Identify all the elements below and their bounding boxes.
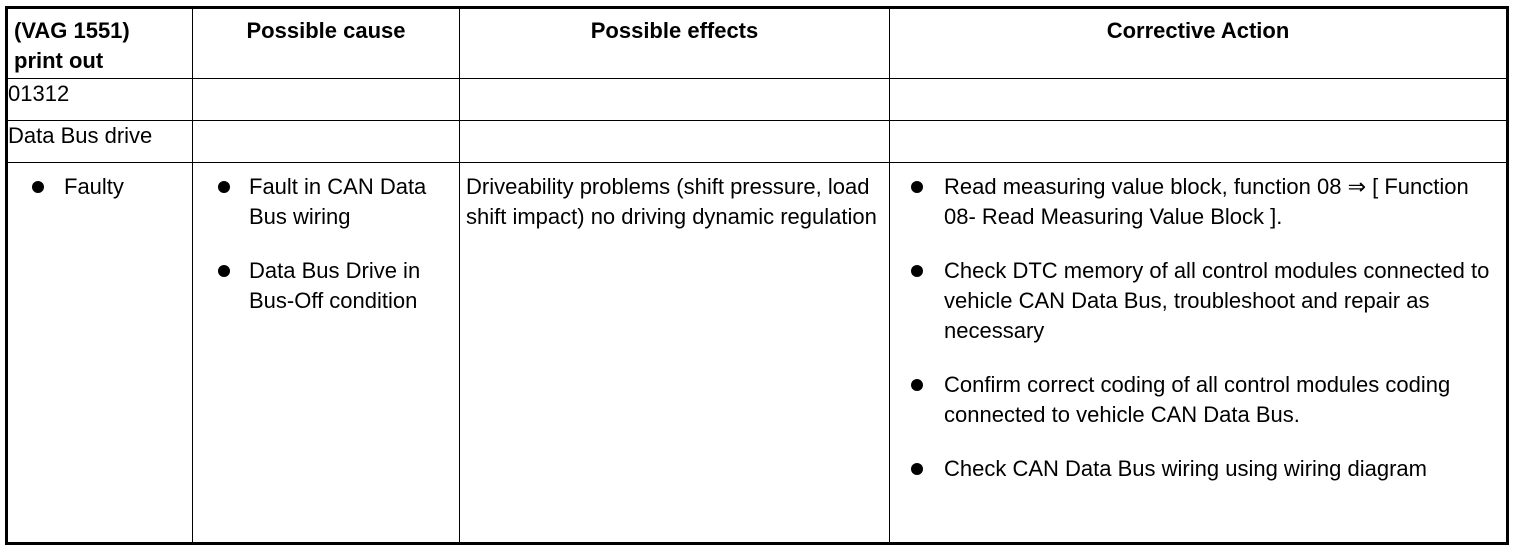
empty-cell — [890, 121, 1508, 163]
header-printout-line1: (VAG 1551) — [14, 18, 130, 43]
printout-cell — [7, 163, 193, 544]
printout-list — [8, 172, 192, 202]
cause-item: Data Bus Drive in Bus-Off condition — [249, 258, 421, 313]
list-item — [890, 256, 1506, 346]
bullet-icon — [911, 265, 923, 277]
fault-name: Data Bus drive — [7, 121, 193, 163]
header-possible-effects: Possible effects — [460, 8, 890, 79]
bullet-icon — [911, 181, 923, 193]
dtc-table — [5, 6, 1509, 545]
cause-list — [193, 172, 459, 316]
bullet-icon — [218, 181, 230, 193]
list-item — [890, 370, 1506, 430]
list-item — [193, 172, 459, 232]
list-item — [890, 172, 1506, 232]
cause-item: Fault in CAN Data Bus wiring — [249, 174, 427, 229]
action-list — [890, 172, 1506, 484]
empty-cell — [193, 79, 460, 121]
action-item: Check CAN Data Bus wiring using wiring diagram — [944, 456, 1427, 481]
header-possible-cause: Possible cause — [193, 8, 460, 79]
header-corrective-action: Corrective Action — [890, 8, 1508, 79]
printout-item: Faulty — [64, 174, 124, 199]
action-item: Check DTC memory of all control modules connected to vehicle CAN Data Bus, troubleshoot and repair as necessary — [944, 258, 1490, 343]
detail-row — [7, 163, 1508, 544]
empty-cell — [193, 121, 460, 163]
empty-cell — [460, 121, 890, 163]
bullet-icon — [911, 379, 923, 391]
header-printout — [7, 8, 193, 79]
bullet-icon — [218, 265, 230, 277]
effects-text: Driveability problems (shift pressure, load shift impact) no driving dynamic regulation — [466, 174, 877, 229]
bullet-icon — [911, 463, 923, 475]
fault-code-row — [7, 79, 1508, 121]
empty-cell — [460, 79, 890, 121]
effects-cell — [460, 163, 890, 544]
header-row — [7, 8, 1508, 79]
list-item — [890, 454, 1506, 484]
fault-name-row — [7, 121, 1508, 163]
fault-code: 01312 — [7, 79, 193, 121]
action-item: Read measuring value block, function 08 ⇒ [ Function 08- Read Measuring Value Block ]. — [944, 174, 1469, 229]
cause-cell — [193, 163, 460, 544]
list-item — [193, 256, 459, 316]
header-printout-line2: print out — [14, 48, 104, 73]
list-item — [8, 172, 192, 202]
action-cell — [890, 163, 1508, 544]
empty-cell — [890, 79, 1508, 121]
action-item: Confirm correct coding of all control modules coding connected to vehicle CAN Data Bus. — [944, 372, 1451, 427]
bullet-icon — [32, 181, 44, 193]
